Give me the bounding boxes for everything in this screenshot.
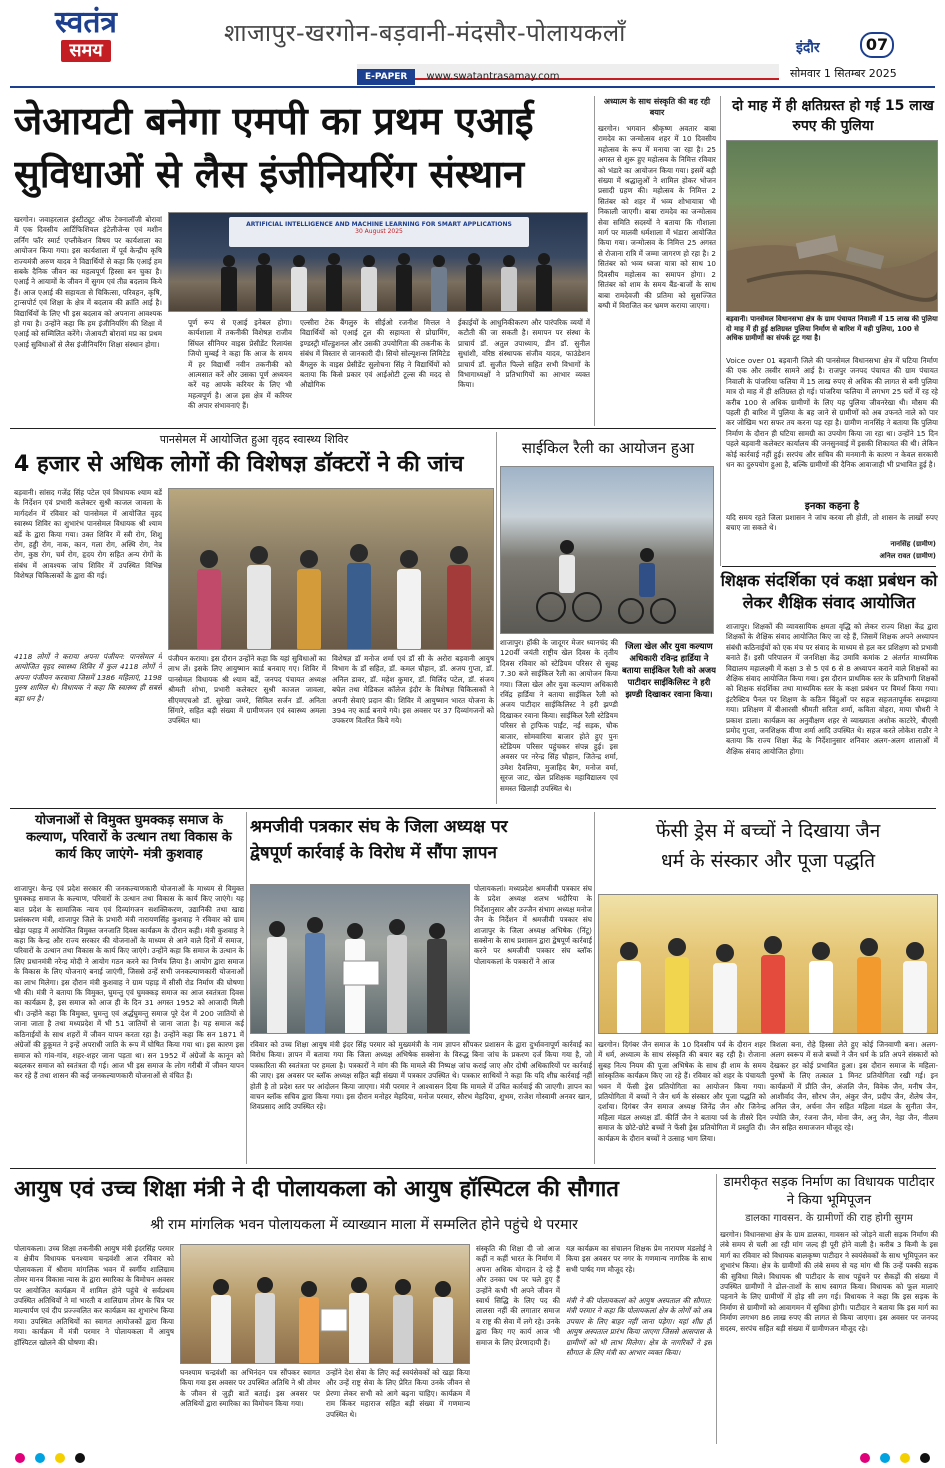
teacher-body: शाजापुर। शिक्षकों की व्यावसायिक क्षमता वृद्धि को लेकर राज्य शिक्षा केंद्र द्वारा शिक्षकों के शैक्षिक संवाद आयोजित किए जा रहे हैं, जिसमें शिक्षक अपने अध्यापन संबंधी कठिनाईयों को एक मंच पर संवाद के माध्यम से हल कर प्रशिक्षण को प्रभावी बनाते हैं। इसी परिपालन में जनशिक्षा केंद्र उमावि कमांक 2 अंतर्गत माध्यमिक विद्यालय महालक्ष्मी में कक्षा 3 से 5 एवं 6 से 8 अध्यापन कराने वाले शिक्षकों का शैक्षिक संवाद आयोजित किया गया। इस दौरान प्राथमिक स्तर के प्रतिभागी शिक्षकों को शिक्षक संदर्शिका तथा माध्यमिक स्तर के कक्षा प्रबंधन पर विमर्श किया गया। इंटरैक्टिव पैनल पर शिक्षण के कठिन बिंदुओं पर सहज सहजतापूर्वक समझाया गया। प्रशिक्षण में बीआरसी श्रीमती सरिता शर्मा, कविता वोहरा, माया चौधरी ने प्रकाश डाला। कार्यक्रम का अनुवीक्षण शहर से व्याख्याता अशोक काटरेरे, बीएसी प्रमोद गुप्ता, जनशिक्षक वीणा शर्मा आदि उपस्थित थे। सहज करते लोकेश राठौर ने बताया कि राज्य शिक्षा केंद्र के निर्देशानुसार शनिवार अलग-अलग शालाओं में शैक्षिक संवाद आयोजित होगा। <box>726 622 938 756</box>
ayush-col-3: उन्होंने देश सेवा के लिए कई स्वयंसेवकों को खड़ा किया और उन्हें राष्ट्र सेवा के लिए प्रेरित किया उनके जीवन से प्रेरणा लेकर सभी को आगे बढ़ना चाहिए। कार्यक्रम में राम किंकर महाराज सहित बड़ी संख्या में गणमान्य उपस्थित थे। <box>326 1368 470 1419</box>
culvert-body: Voice over 01 बड़वानी जिले की पानसेमल विधानसभा क्षेत्र में घटिया निर्माण की एक और तस्वीर सामने आई है। राजपुर जनपद पंचायत की ग्राम पंचायत निवाली के पांजरिया फलिया में 15 लाख रुपए से अधिक की लागत से बनी पुलिया मात्र दो माह में ही क्षतिग्रस्त हो गई। पांजरिया फलिया में लगभग 25 घरों में रह रहे करीब 100 से अधिक ग्रामीणों के लिए यह पुलिया जीवनरेखा थी। मौसम की पहली ही बारिश में पुलिया के बह जाने से ग्रामीणों को अब उफनते नाले को पार कर जोखिम भरा सफर तय करना पड़ रहा है। ग्रामीण नानसिंह ने बताया कि पुलिया निर्माण के दौरान ही घटिया सामग्री का उपयोग किया जा रहा था। उन्होंने 15 दिन पहले बड़वानी कलेक्टर कार्यालय की जनसुनवाई में इसकी शिकायत की थी। लेकिन कोई कार्रवाई नहीं हुई। सरपंच और सचिव की मनमानी के कारण न केवल सरकारी धन का दुरुपयोग हुआ है, बल्कि ग्रामीणों की दैनिक आवाजाही भी प्रभावित हुई है। <box>726 356 938 470</box>
banner: ARTIFICIAL INTELLIGENCE AND MACHINE LEARNING FOR SMART APPLICATIONS 30 August 2025 <box>229 217 529 247</box>
health-kicker: पानसेमल में आयोजित हुआ वृहद स्वास्थ्य शिविर <box>159 433 349 446</box>
health-col-1: बड़वानी। सांसद गजेंद्र सिंह पटेल एवं विधायक श्याम बर्डे के निर्देशन एवं प्रभारी कलेक्टर सुश्री काजल जावला के मार्गदर्शन में रविवार को पानसेमल में आयोजित वृहद स्वास्थ्य शिविर का शुभारंभ पानसेमल विधायक श्री श्याम बर्डे के द्वारा किया गया। उक्त शिविर में स्त्री रोग, शिशु रोग, हड्डी रोग, नाक, कान, गला रोग, अस्थि रोग, नेत्र रोग, कुष्ठ रोग, चर्म रोग, हृदय रोग सहित अन्य रोगों के संबंध में आवश्यक जांच शिविर में उपस्थित विभिन्न विशेषज्ञ चिकित्सकों के द्वारा की गई। <box>14 488 162 581</box>
ayush-col-5b: मंत्री ने की पोलायकलां को आयुष अस्पताल की सौगात: मंत्री परमार ने कहा कि पोलायकलां क्षेत्र के लोगों को अब उपचार के लिए बाहर नहीं जाना पड़ेगा। यहां शीघ्र ही आयुष अस्पताल प्रारंभ किया जाएगा जिससे आसपास के ग्रामीणों को भी लाभ मिलेगा। क्षेत्र के नागरिकों ने इस सौगात के लिए मंत्री का आभार व्यक्त किया। <box>566 1296 712 1358</box>
cycle-photo <box>500 466 714 634</box>
culvert-caption: बड़वानी। पानसेमल विधानसभा क्षेत्र के ग्राम पंचायत निवाली में 15 लाख की पुलिया दो माह में ही हुई क्षतिग्रस्त पुलिया निर्माण से बारिश में वही पुलिया, 100 से अधिक ग्रामीणों का संपर्क टूट गया है। <box>726 315 938 342</box>
journalist-body: रविवार को उच्च शिक्षा आयुष मंत्री इंदर सिंह परमार को मुख्यमंत्री के नाम ज्ञापन सौंपकर प्रशासन के द्वारा दुर्भावनापूर्ण कार्रवाई का विरोध किया। ज्ञापन में बताया गया कि जिला अध्यक्ष अभिषेक सक्सेना के विरुद्ध बिना जांच के प्रकरण दर्ज किया गया है, जो पत्रकारिता की स्वतंत्रता पर हमला है। पत्रकारों ने मांग की कि मामले की निष्पक्ष जांच कराई जाए और दोषी अधिकारियों पर कार्रवाई की जाए। इस अवसर पर ब्लॉक अध्यक्ष सहित बड़ी संख्या में पत्रकार उपस्थित थे। पत्रकार साथियों ने कहा कि यदि शीघ्र कार्रवाई नहीं होती है तो प्रदेश स्तर पर आंदोलन किया जाएगा। मंत्री परमार ने आश्वासन दिया कि मामले में उचित कार्रवाई की जाएगी। ज्ञापन का वाचन ब्लॉक सचिव द्वारा किया गया। इस दौरान मनोहर मेहदिया, मनोज परमार, सौरभ मेहदिया, शुभम, राजेश गोस्वामी अनवर खान, शिवप्रसाद आदि उपस्थित रहे। <box>250 1040 592 1112</box>
col-divider <box>716 1174 717 1444</box>
lead-col-3: एल्सीरा टेक बैंगलुरु के सीईओ रजनीश मित्तल ने विद्यार्थियों को एआई टूल की सहायता से प्रोग्रामिंग, इण्डस्ट्री मॉल्डुशनल और उसकी उपयोगिता की तकनीक के संबंध में विस्तार से जानकारी दी। सियो सोल्यूशन्स लिमिटेड बैंगलुरु के वाइस प्रेसीडेंट सुलोचना सिंह ने विद्यार्थियों को बताया कि किसे प्रकार एवं आईओटी टूल्स की मदद से औद्योगिक <box>300 318 450 390</box>
col-divider <box>594 96 595 426</box>
cyclists <box>501 467 714 634</box>
mid-kicker: अध्यात्म के साथ संस्कृति की बह रही बयार <box>603 97 711 117</box>
health-photo <box>168 488 494 650</box>
ayush-headline: आयुष एवं उच्च शिक्षा मंत्री ने दी पोलायकला को आयुष हॉस्पिटल की सौगात <box>14 1177 619 1202</box>
broken-culvert <box>727 141 938 312</box>
col-divider <box>496 432 497 804</box>
col-divider <box>594 812 595 1164</box>
cycle-callout: जिला खेल और युवा कल्याण अधिकारी रविन्द्र हार्डिया ने बताया साईकिल रैली को अजय पाटीदार साईकिलिस्ट ने हरी झण्डी दिखाकर रवाना किया। <box>622 641 716 699</box>
ayush-col-5: यज्ञ कार्यक्रम का संचालन शिक्षक प्रेम नारायण मंडलोई ने किया इस अवसर पर नगर के गणमान्य नागरिक के साथ सभी पार्षद गण मौजूद रहे। <box>566 1244 712 1274</box>
col-divider <box>246 812 247 1164</box>
fancy-col-1: खरगोन। दिगंबर जैन समाज के 10 दिवसीय पर्व के दौरान शहर में धर्म, अध्यात्म के साथ संस्कृति की बयार बह रही है। रोजाना सुबह नित्य नियम की पूजा अभिषेक के साथ ही शाम के समय सांस्कृतिक कार्यक्रम किए जा रहे हैं। रविवार को शहर के पंचायती भवन में फेंसी ड्रेस प्रतियोगिता का आयोजन किया गया। प्रतियोगिता में बच्चों ने जैन धर्म के संस्कार और पूजा पद्धति को दर्शाया। दिगंबर जैन समाज अध्यक्ष जिनेंद्र जैन और जिनेन्द्र महिला मंडल अध्यक्ष डॉ. कीर्ति जैन ने बताया पर्व के तीसरे दिन समाज के छोटे-छोटे बच्चों ने फेंसी ड्रेस प्रतियोगिता में प्रस्तुति दी। कार्यक्रम के दौरान बच्चों ने उत्साह भाग लिया। <box>598 1040 766 1143</box>
culvert-headline: दो माह में ही क्षतिग्रस्त हो गई 15 लाख रुपए की पुलिया <box>732 98 934 134</box>
dignitaries <box>181 1245 470 1364</box>
children <box>599 895 938 1034</box>
road-subhead: डालका गावसन. के ग्रामीणों की राह होगी सुगम <box>745 1213 913 1224</box>
issue-date: सोमवार 1 सितम्बर 2025 <box>790 67 897 80</box>
crowd <box>169 489 494 650</box>
road-body: खरगोन। विधानसभा क्षेत्र के ग्राम डालका, गावसन को जोड़ने वाली सड़क निर्माण की लंबे समय से चली आ रही मांग जल्द ही पूरी होने वाली है। करीब 3 किमी के इस मार्ग का रविवार को विधायक बालकृष्ण पाटीदार ने स्वयंसेवकों के साथ भूमिपूजन कर शुभारंभ किया। क्षेत्र के ग्रामीणों की लंबे समय से यह मांग थी कि उन्हें पक्की सड़क की सुविधा मिले। विधायक श्री पाटीदार के साथ पहुंचने पर सैकड़ों की संख्या में उपस्थित ग्रामीणों ने ढोल-ताशों के साथ स्वागत किया। विधायक को फूल मालाएं पहनाने के लिए ग्रामीणों में होड़ सी लग गई। विधायक ने कहा कि इस सड़क के निर्माण से ग्रामीणों को आवागमन में सुविधा होगी। पाटीदार ने बताया कि इस मार्ग का निर्माण लगभग 86 लाख रुपए की लागत से किया जाएगा। इस अवसर पर जनपद सदस्य, सरपंच सहित बड़ी संख्या में ग्रामीणजन मौजूद रहे। <box>720 1230 938 1333</box>
cycle-body: शाजापुर। हॉकी के जादूगर मेजर ध्यानचंद की 120वीं जयंती राष्ट्रीय खेल दिवस के तृतीय दिवस रविवार को स्टेडियम परिसर से सुबह 7.30 बजे साईकिल रैली का आयोजन किया गया। जिला खेल और युवा कल्याण अधिकारी रविंद्र हार्डिया ने बताया साईकिल रैली को अजय पाटीदार साईकिलिस्ट ने हरी झण्डी दिखाकर रवाना किया। साईकिल रैली स्टेडियम परिसर से ट्राफिक पाईंट, नई सड़क, चौक बाजार, सोमवारिया बाजार होते हुए पुनः स्टेडियम परिसर पहुंचकर संपन्न हुई। इस अवसर पर नरेन्द्र सिंह चौहान, जितेन्द्र शर्मा, उमेश दैवलिया, मुजाहिद बैग, मनोज वर्मा, सूरज जाट, खेल प्रशिक्षक महाविद्यालय एवं समस्त खिलाड़ी उपस्थित थे। <box>500 638 618 793</box>
epaper-label: E-PAPER <box>357 69 415 85</box>
section-divider <box>722 566 936 567</box>
ayush-col-2: घनश्याम चन्द्रवंशी का अभिनंदन पत्र सौंपकर स्वागत किया गया इस अवसर पर उपस्थित अतिथि ने श्री तोमर के जीवन से जुड़ी बातें बताई। इस अवसर पर अतिथियों द्वारा स्मारिका का विमोचन किया गया। <box>180 1368 320 1409</box>
section-divider <box>10 808 936 809</box>
epaper-bar <box>357 64 779 80</box>
lead-col-2: पूर्ण रूप से एआई इनेबल होगा। कार्यशाला में तकनीकी विशेषज्ञ राजीव सिंघल सीनियर वाइस प्रेसीडेंट रिलायंस जियो मुम्बई ने कहा कि आज के समय में हर विद्यार्थी नवीन तकनीकी को आत्मसात करें और उसका पूर्ण अध्ययन करें यह आपके करियर के लिए भी महत्वपूर्ण है। आज इस क्षेत्र में करियर की अपार संभावनाएं हैं। <box>188 318 292 411</box>
city: इंदौर <box>796 40 820 56</box>
culvert-photo <box>726 140 938 312</box>
edition-title: शाजापुर-खरगोन-बड़वानी-मंदसौर-पोलायकलाँ <box>224 19 626 47</box>
journalist-headline: श्रमजीवी पत्रकार संघ के जिला अध्यक्ष पर द्वेषपूर्ण कार्रवाई के विरोध में सौंपा ज्ञापन <box>250 817 508 863</box>
logo-bottom: समय <box>61 40 110 62</box>
quote-signature-2: अनिल रावत (ग्रामीण) <box>879 552 936 560</box>
website-link[interactable]: www.swatantrasamay.com <box>426 71 560 82</box>
quote-heading: इनका कहना है <box>804 501 860 512</box>
ayush-col-4: संस्कृति की शिक्षा दी जो आज कहीं न कहीं भारत के निर्माण में अपना अधिक योगदान दे रहे हैं और उनका पथ पर चले हुए हैं उन्होंने कभी भी अपने जीवन में स्वार्थ सिद्धि के लिए पद की लालसा नहीं की लगातार समाज व राष्ट्र की सेवा में लगे रहे। उनके द्वारा किए गए कार्य आज भी समाज के लिए प्रेरणादायी हैं। <box>476 1244 560 1347</box>
nomad-headline: योजनाओं से विमुक्त घुमक्कड़ समाज के कल्याण, परिवारों के उत्थान तथा विकास के कार्य किए जाएंगे- मंत्री कुशवाह <box>26 813 232 862</box>
page-number: 07 <box>860 32 894 58</box>
journalist-photo <box>250 884 470 1034</box>
health-headline: 4 हजार से अधिक लोगों की विशेषज्ञ डॉक्टरों ने की जांच <box>14 452 464 477</box>
cycle-headline: साईकिल रैली का आयोजन हुआ <box>521 439 695 457</box>
nomad-body: शाजापुर। केन्द्र एवं प्रदेश सरकार की जनकल्याणकारी योजनाओं के माध्यम से विमुक्त घुमक्कड़ समाज के कल्याण, परिवारों के उत्थान तथा विकास के कार्य किए जाएंगे। यह बात प्रदेश के सामाजिक न्याय एवं दिव्यांगजन सशक्तिकरण, उद्यानिकी तथा खाद्य प्रसंस्करण मंत्री, शाजापुर जिले के प्रभारी मंत्री नारायणसिंह कुशवाह ने रविवार को ग्राम खेड़ा पहाड़ में आयोजित विमुक्त जनजाति दिवस कार्यक्रम के दौरान कही। मंत्री कुशवाह ने कहा कि केन्द्र और राज्य सरकार की योजनाओं के माध्यम से आने वाले दिनों में समाज, परिवारों के उत्थान तथा विकास के कार्य किए जाएंगे। उन्होंने कहा कि समाज के उत्थान के लिए प्रधानमंत्री नरेन्द्र मोदी ने आयोग गठन करने का निर्णय लिया है। आयोग द्वारा समाज के विकास के लिए योजनाएं बनाई जाएंगी, जिससे उन्हें सभी जनकल्याणकारी योजनाओं का लाभ मिलेगा। इस दौरान मंत्री कुशवाह ने ग्राम पहाड़ में सीसी रोड निर्माण की घोषणा भी की। मंत्री ने बताया कि विमुक्त, घुमन्तु एवं घुमक्कड़ समाज का आज स्वतंत्रता दिवस का कार्यक्रम है, इस समाज को आज ही के दिन 31 अगस्त 1952 को आजादी मिली थी। उन्होंने कहा कि विमुक्त, घुमन्तु एवं अर्द्धघुमन्तु समाज पूरे देश में 200 जातियों से जाना जाता है तथा मध्यप्रदेश में भी 51 जातियों से जाना जाता है। यह समाज कई कठिनाईयों के साथ शहरों में जीवन यापन करता रहा है। उन्होंने कहा कि सन 1871 में अंग्रेजों की हुकूमत ने इन्हें अपराधी जाति के रूप में घोषित किया गया था। इस कारण इस समाज को गांव-गांव, शहर-शहर जाना पड़ता था। सन 1952 में अंग्रेजों के कानून को बदलकर समाज को स्वतंत्रता दी गई। आज भी इस समाज के लोग गरीबी में जीवन यापन कर रहे हैं तथा शासन की कई जनकल्याणकारी योजनाओं से वंचित हैं। <box>14 884 244 1081</box>
logo-top: स्वतंत्र <box>54 5 117 40</box>
health-col-2: पंजीयन कराया। इस दौरान उन्होंने कहा कि यहां सुविधाओं का लाभ लें। इसके लिए आयुष्मान कार्ड बनवाए गए। शिविर में पानसेमल विधायक श्री श्याम बर्डे, जनपद पंचायत अध्यक्ष श्रीमती शोभा, प्रभारी कलेक्टर सुश्री काजल जावला, सीएमएचओ डॉ. सुरेखा जमरे, सिविल सर्जन डॉ. अनिता सिंगारे, सहित बड़ी संख्या में ग्रामीणजन एवं स्वास्थ्य अमला उपस्थित था। <box>168 654 326 726</box>
ayush-col-1: पोलायकला। उच्च शिक्षा तकनीकी आयुष मंत्री इंदरसिंह परमार व क्षेत्रीय विधायक घनश्याम चन्द्रवंशी आज रविवार को पोलायकला में श्रीराम मांगलिक भवन में स्वर्गीय शालिग्राम तोमर मानव विकास न्यास के द्वारा स्मारिका के विमोचन अवसर पर आयोजित कार्यक्रम में शामिल होने पहुंचे थे सर्वप्रथम उपस्थित अतिथियों ने मां भारती व शालिग्राम तोमर के चित्र पर माल्यार्पण एवं दीप प्रज्ज्वलित कर कार्यक्रम का शुभारंभ किया गया। उपस्थित अतिथियों का स्वागत आयोजकों द्वारा किया गया। कार्यक्रम में मंत्री परमार ने पोलायकला में आयुष हॉस्पिटल खोलने की घोषणा की। <box>14 1244 174 1347</box>
health-col-3: विशेषज्ञ डॉ मनोज शर्मा एवं डॉ सी के अरोरा बड़वानी आयुष विभाग के डॉ सहित, डॉ. कमल चौहान, डॉ. अजय गुप्ता, डॉ. अनिल डावर, डॉ. महेश कुमार, डॉ. मिलिंद पटेल, डॉ. संजय बघेल तथा मेडिकल कॉलेज इंदौर के विशेषज्ञ चिकित्सकों ने अपनी सेवाएं प्रदान की। शिविर में आयुष्मान भारत योजना के 394 नए कार्ड बनाये गये। इस अवसर पर 37 दिव्यांगजनों को उपकरण वितरित किये गये। <box>332 654 494 726</box>
delegation <box>251 885 470 1034</box>
masthead <box>0 0 945 86</box>
teacher-headline: शिक्षक संदर्शिका एवं कक्षा प्रबंधन को लेकर शैक्षिक संवाद आयोजित <box>720 571 938 612</box>
mid-col-body: खरगोन। भगवान श्रीकृष्ण अवतार बाबा रामदेव का जन्मोत्सव शहर में 10 दिवसीय महोत्सव के रूप में मनाया जा रहा है। 25 अगस्त से शुरू हुए महोत्सव के निमित्त रविवार को भंडारे का आयोजन किया गया। इसमें बड़ी संख्या में श्रद्धालुओं ने शामिल होकर भोजन प्रसादी ग्रहण की। महोत्सव के निमित्त 2 सितंबर को शहर में भव्य शोभायात्रा भी निकाली जाएगी। बाबा रामदेव का जन्मोत्सव सेवा समिति सदस्यों ने बताया कि गौशाला मार्ग पर मालवी धर्मशाला में भंडारा आयोजित किया गया। जन्मोत्सव के निमित्त 25 अगस्त से रोजाना रात्रि में जम्मा जागरण हो रहा है। 2 सितंबर को भव्य ध्वजा यात्रा को साथ 10 दिवसीय महोत्सव का समापन होगा। 2 सितंबर को शाम के समय बैंड-बाजों के साथ बाबा रामदेवजी की प्रतिमा को सुसज्जित बग्घी में विराजित कर भ्रमण कराया जाएगा। <box>598 124 716 310</box>
lead-headline: जेआयटी बनेगा एमपी का प्रथम एआई सुविधाओं से लैस इंजीनियरिंग संस्थान <box>14 99 534 196</box>
section-divider <box>10 1168 936 1169</box>
logo <box>30 6 142 68</box>
ayush-photo <box>180 1244 470 1364</box>
print-color-bar <box>0 1450 945 1466</box>
lead-col-1: खरगोन। जवाहरलाल इंस्टीट्यूट ऑफ टेक्नालॉजी बोरावां में एक दिवसीय आर्टिफिशियल इंटेलीजेन्स एवं मशीन लर्निंग फॉर स्मार्ट एप्लीकेशन विषय पर कार्यशाला का आयोजन किया गया। इस कार्यशाला में पूर्व केन्द्रीय कृषि राज्यमंत्री अरुण यादव ने विद्यार्थियों से कहा कि एआई हम सबके दैनिक जीवन का महत्वपूर्ण हिस्सा बन चुका है। एआई ने आयामों के जीवन में सुगम एवं तीव्र बदलाव किये हैं। आज एआई की सहायता से चिकित्सा, परिवहन, कृषि, ट्रान्सपोर्ट एवं शिक्षा के क्षेत्र में बदलाव की क्रांति आई है। विद्यार्थियों के लिए भी इस बदलाव को अपनाना आवश्यक हो गया है। उन्होंने कहा कि हम इंजीनियरिंग की शिक्षा में एआई को सम्मिलित करेंगे। जेआयटी बोरावां मप्र का प्रथम एआई सुविधाओं से लैस इंजीनियरिंग शिक्षा संस्थान होगा। <box>14 215 162 349</box>
section-divider <box>10 428 716 429</box>
health-col-1b: 4118 लोगों ने कराया अपना पंजीयन: पानसेमल में आयोजित वृहद स्वास्थ्य शिविर में कुल 4118 लोगों ने अपना पंजीयन करवाया जिसमें 1386 महिलाएं, 1198 पुरुष शामिल थे। विधायक ने कहा कि स्वास्थ्य ही सबसे बड़ा धन है। <box>14 652 162 703</box>
journalist-side: पोलायकलां। मध्यप्रदेश श्रमजीवी पत्रकार संघ के प्रदेश अध्यक्ष शलभ भदौरिया के निर्देशानुसार और उज्जैन संभाग अध्यक्ष मनोज जैन के निर्देशन में श्रमजीवी पत्रकार संघ शाजापुर के जिला अध्यक्ष अभिषेक (निंटू) सक्सेना के साथ प्रशासन द्वारा द्वेषपूर्ण कार्रवाई करने पर श्रमजीवी पत्रकार संघ ब्लॉक पोलायकलां के पत्रकारों ने आज <box>474 884 592 966</box>
lead-photo <box>168 212 588 312</box>
lead-col-4: ईकाईयों के आधुनिकीकरण और पारंपरिक व्ययों में कटौती की जा सकती है। समापन पर संस्था के प्राचार्य डॉ. अतुल उपाध्याय, डीन डॉ. सुनील सुधांशी, वरिष्ठ संस्थापक संजीव यादव, फाउंडेशन प्राचार्य डॉ. सुजीत पिल्ले सहित सभी विभागों के विभागाध्यक्षों ने प्रतिभागियों का आभार व्यक्त किया। <box>458 318 590 390</box>
masthead-divider <box>10 86 935 88</box>
road-headline: डामरीकृत सड़क निर्माण का विधायक पाटीदार ने किया भूमिपूजन <box>723 1175 935 1208</box>
col-divider <box>720 96 721 566</box>
quote-text: यदि समय रहते जिला प्रशासन ने जांच करवा ली होती, तो शासन के लाखों रुपए बचाए जा सकते थे। <box>726 513 938 533</box>
fancy-headline: फेंसी ड्रेस में बच्चों ने दिखाया जैन धर्म के संस्कार और पूजा पद्धति <box>655 820 881 872</box>
people-group <box>169 213 588 312</box>
fancy-col-2: त्रिशला बना, रोहे हिस्सा लेते हुए कोई जिनवाणी बना। अलग-अलग स्वरूप में सजे बच्चों ने जैन धर्म के प्रति अपने संस्कारों को देखकर हर कोई प्रभावित हुआ। इस दौरान समाज के महिला-पुरुषों के लिए तत्काल 1 मिनट प्रतियोगिता रखी गई। इन कार्यक्रमों में प्रीति जैन, अंजलि जैन, विवेक जैन, मनीष जैन, आशीर्वाद जैन, सौरभ जैन, अंकुर जैन, प्रदीप जैन, शैलेष जैन, अनिल जैन, अर्चना जैन सहित महिला मंडल के सुनीता जैन, ज्योति जैन, रंजना जैन, मोना जैन, अनु जैन, नेहा जैन, नीलम जैन सहित समाजजन मौजूद रहे। <box>770 1040 938 1133</box>
fancy-photo <box>598 894 938 1034</box>
quote-signature-1: नानसिंह (ग्रामीण) <box>890 540 936 548</box>
ayush-subhead: श्री राम मांगलिक भवन पोलायकला में व्याख्यान माला में सम्मलित होने पहुंचे थे परमार <box>150 1217 578 1233</box>
